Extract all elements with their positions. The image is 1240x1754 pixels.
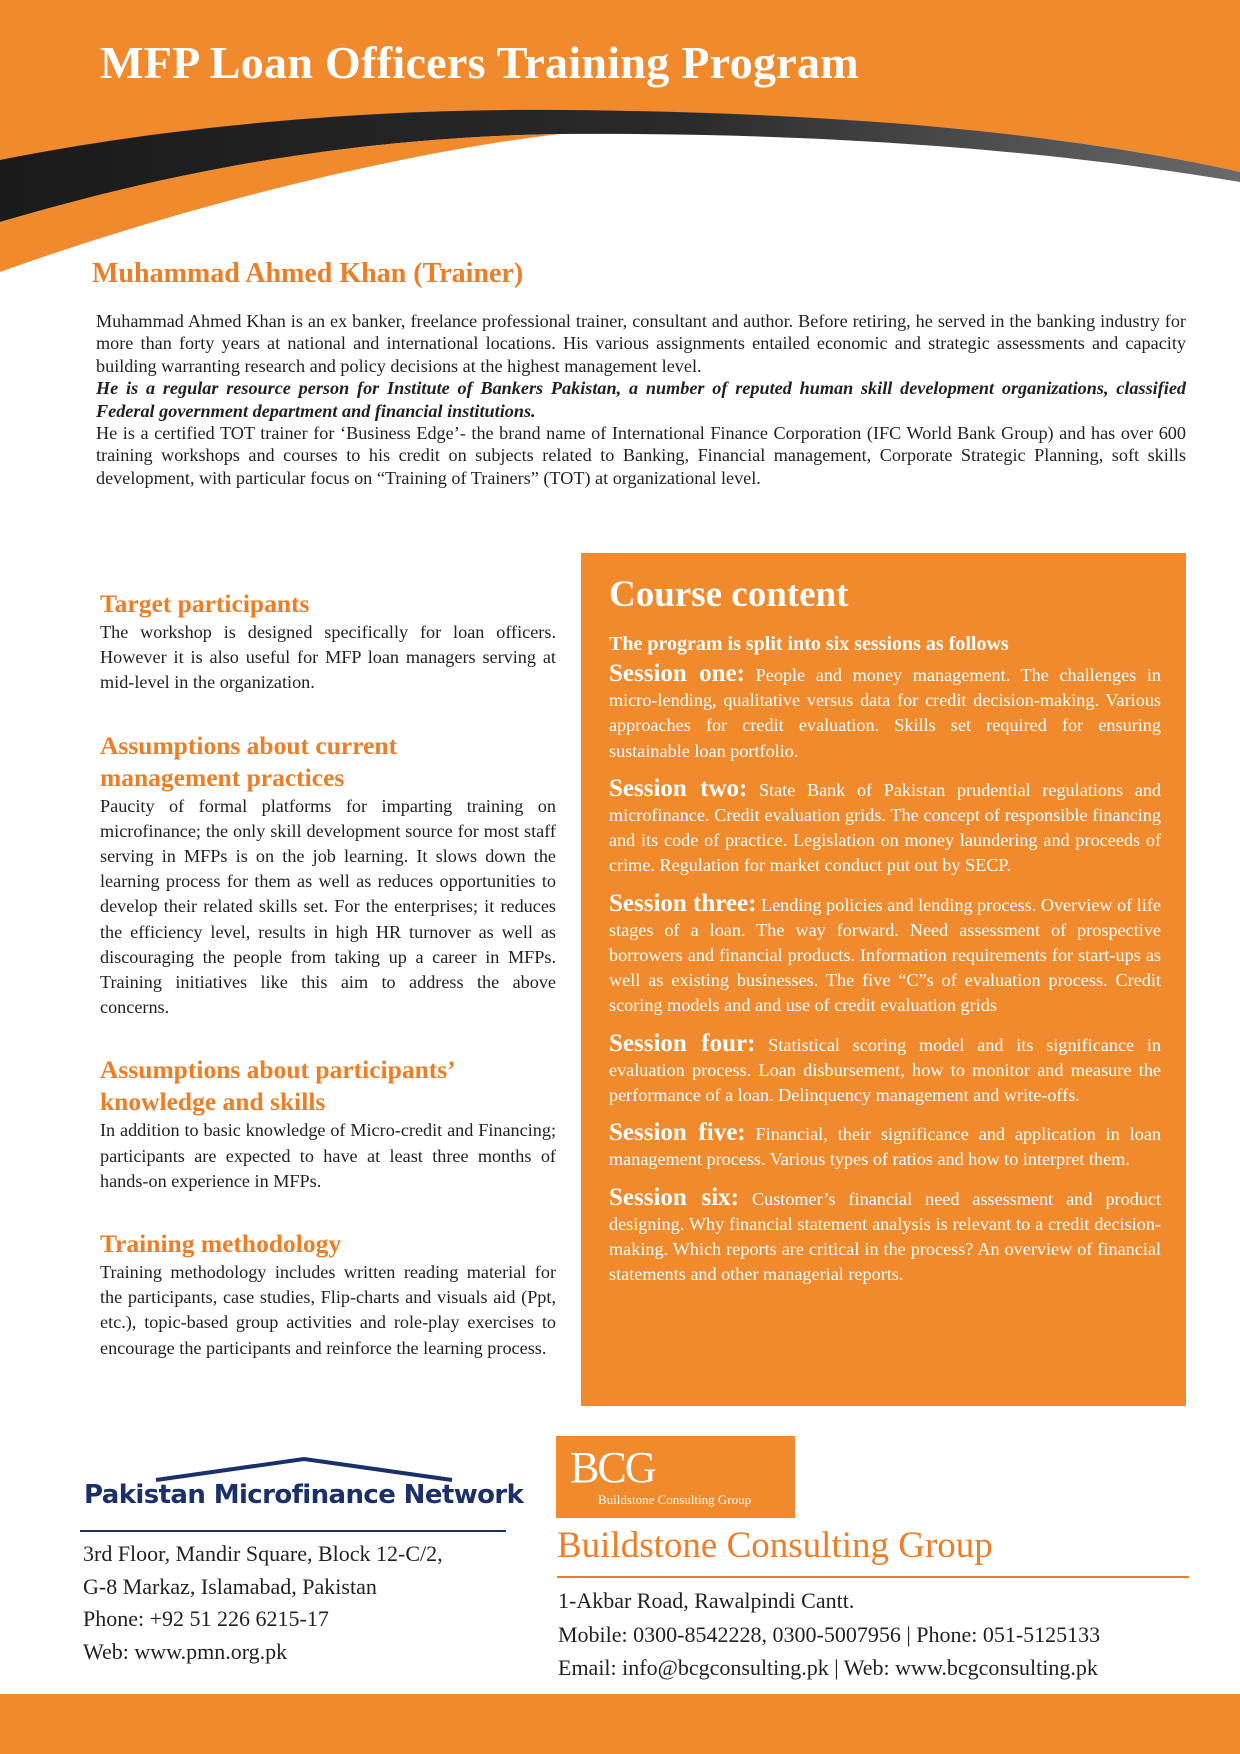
session-one — [609, 661, 1161, 764]
session-two — [609, 776, 1161, 879]
section-management-practices — [100, 730, 556, 1021]
bcg-phone: Mobile: 0300-8542228, 0300-5007956 | Phone: 051-5125133 — [558, 1621, 1101, 1647]
section-heading: Assumptions about current management practices — [100, 730, 398, 792]
section-heading: Training methodology — [100, 1229, 342, 1259]
trainer-bio-paragraph: Muhammad Ahmed Khan is an ex banker, freelance professional trainer, consultant and author. Before retiring, he served in the banking industry for more than forty years at national and international locations. His various assignments entailed economic and strategic assessments and capacity building warranting research and policy decisions at the highest management level. — [96, 311, 1186, 376]
session-label: Session one: — [609, 660, 745, 687]
course-content-box — [581, 553, 1186, 1406]
session-text: Financial, their significance and application in loan management process. Various types of ratios and how to interpret them. — [609, 1124, 1161, 1170]
session-five — [609, 1120, 1161, 1172]
bcg-email-web[interactable]: Email: info@bcgconsulting.pk | Web: www.bcgconsulting.pk — [558, 1655, 1098, 1680]
bcg-logo-subtext: Buildstone Consulting Group — [598, 1492, 752, 1507]
page-title: MFP Loan Officers Training Program — [100, 37, 859, 88]
session-label: Session two: — [609, 774, 748, 802]
session-label: Session four: — [609, 1029, 756, 1057]
bcg-logo — [556, 1436, 795, 1518]
divider — [80, 1530, 506, 1532]
session-text: Statistical scoring model and its significance in evaluation process. Loan disbursement, how to monitor and measure the performance of a loan. Delinquency management and write-offs. — [609, 1034, 1162, 1106]
section-participant-knowledge — [100, 1054, 556, 1194]
pmn-address-line: 3rd Floor, Mandir Square, Block 12-C/2, — [83, 1541, 443, 1566]
course-intro: The program is split into six sessions as follows — [609, 633, 1009, 655]
pmn-contact — [83, 1538, 443, 1668]
section-heading: Target participants — [100, 589, 310, 618]
pmn-phone: Phone: +92 51 226 6215-17 — [83, 1606, 329, 1631]
section-body: The workshop is designed specifically for loan officers. However it is also useful for MFP loan managers serving at mid-level in the organization. — [100, 622, 556, 693]
section-body: Training methodology includes written reading material for the participants, case studies, Flip-charts and visuals aid (Ppt, etc.), topic-based group activities and role-play exercises to encourage the participants and reinforce the learning process. — [100, 1262, 556, 1358]
course-title: Course content — [609, 574, 849, 615]
trainer-bio — [96, 310, 1186, 489]
bcg-logo-mark: BCG — [570, 1443, 655, 1492]
section-target-participants — [100, 588, 556, 696]
session-six — [609, 1185, 1161, 1288]
bcg-name: Buildstone Consulting Group — [557, 1525, 993, 1566]
session-three — [609, 891, 1161, 1019]
section-heading: Assumptions about participants’ knowledge and skills — [100, 1055, 454, 1117]
bcg-contact — [558, 1584, 1100, 1685]
session-text: People and money management. The challenges in micro-lending, qualitative versus data for credit decision-making. Various approaches for credit evaluation. Skills set required for ensuring sustainable loan portfolio. — [609, 665, 1162, 761]
footer-bar — [0, 1694, 1240, 1754]
pmn-web[interactable]: Web: www.pmn.org.pk — [83, 1638, 288, 1664]
pmn-logo-text: Pakistan Microfinance Network — [84, 1480, 524, 1510]
bcg-address: 1-Akbar Road, Rawalpindi Cantt. — [558, 1588, 855, 1613]
session-four — [609, 1031, 1161, 1109]
section-training-methodology — [100, 1228, 556, 1361]
pmn-address-line: G-8 Markaz, Islamabad, Pakistan — [83, 1573, 377, 1599]
left-column — [100, 588, 556, 1395]
section-body: In addition to basic knowledge of Micro-credit and Financing; participants are expected to have at least three months of hands-on experience in MFPs. — [100, 1120, 556, 1191]
section-body: Paucity of formal platforms for imparting training on microfinance; the only skill development source for most staff serving in MFPs is on the job learning. It slows down the learning process for them as well as reduces opportunities to develop their related skills set. For the enterprises; it reduces the efficiency level, results in high HR turnover as well as discouraging the people from taking up a career in MFPs. Training initiatives like this aim to address the above concerns. — [100, 795, 556, 1018]
trainer-bio-paragraph: He is a certified TOT trainer for ‘Business Edge’- the brand name of International Finance Corporation (IFC World Bank Group) and has over 600 training workshops and courses to his credit on subjects related to Banking, Financial management, Corporate Strategic Planning, soft skills development, with particular focus on “Training of Trainers” (TOT) at organizational level. — [96, 423, 1186, 488]
session-label: Session five: — [609, 1119, 746, 1147]
roof-icon — [154, 1456, 454, 1482]
session-label: Session six: — [609, 1183, 739, 1211]
session-text: Customer’s financial need assessment and product designing. Why financial statement analysis is relevant to a credit decision-making. Which reports are critical in the process? An overview of financial statements and other managerial reports. — [609, 1188, 1162, 1285]
pmn-logo — [80, 1456, 524, 1522]
trainer-bio-highlight: He is a regular resource person for Institute of Bankers Pakistan, a number of reputed human skill development organizations, classified Federal government department and financial institutions. — [96, 378, 1186, 421]
trainer-heading: Muhammad Ahmed Khan (Trainer) — [92, 258, 524, 289]
session-text: State Bank of Pakistan prudential regulations and microfinance. Credit evaluation grids. The concept of responsible financing and its code of practice. Legislation on money laundering and proceeds of crime. Regulation for market conduct put out by SECP. — [609, 779, 1162, 876]
divider — [557, 1576, 1189, 1578]
session-label: Session three: — [609, 889, 757, 917]
session-text: Lending policies and lending process. Overview of life stages of a loan. The way forward. Need assessment of prospective borrowers and financial products. Information requirements for start-ups as well as existing businesses. The five “C”s of evaluation process. Credit scoring models and and use of credit evaluation grids — [609, 894, 1162, 1016]
